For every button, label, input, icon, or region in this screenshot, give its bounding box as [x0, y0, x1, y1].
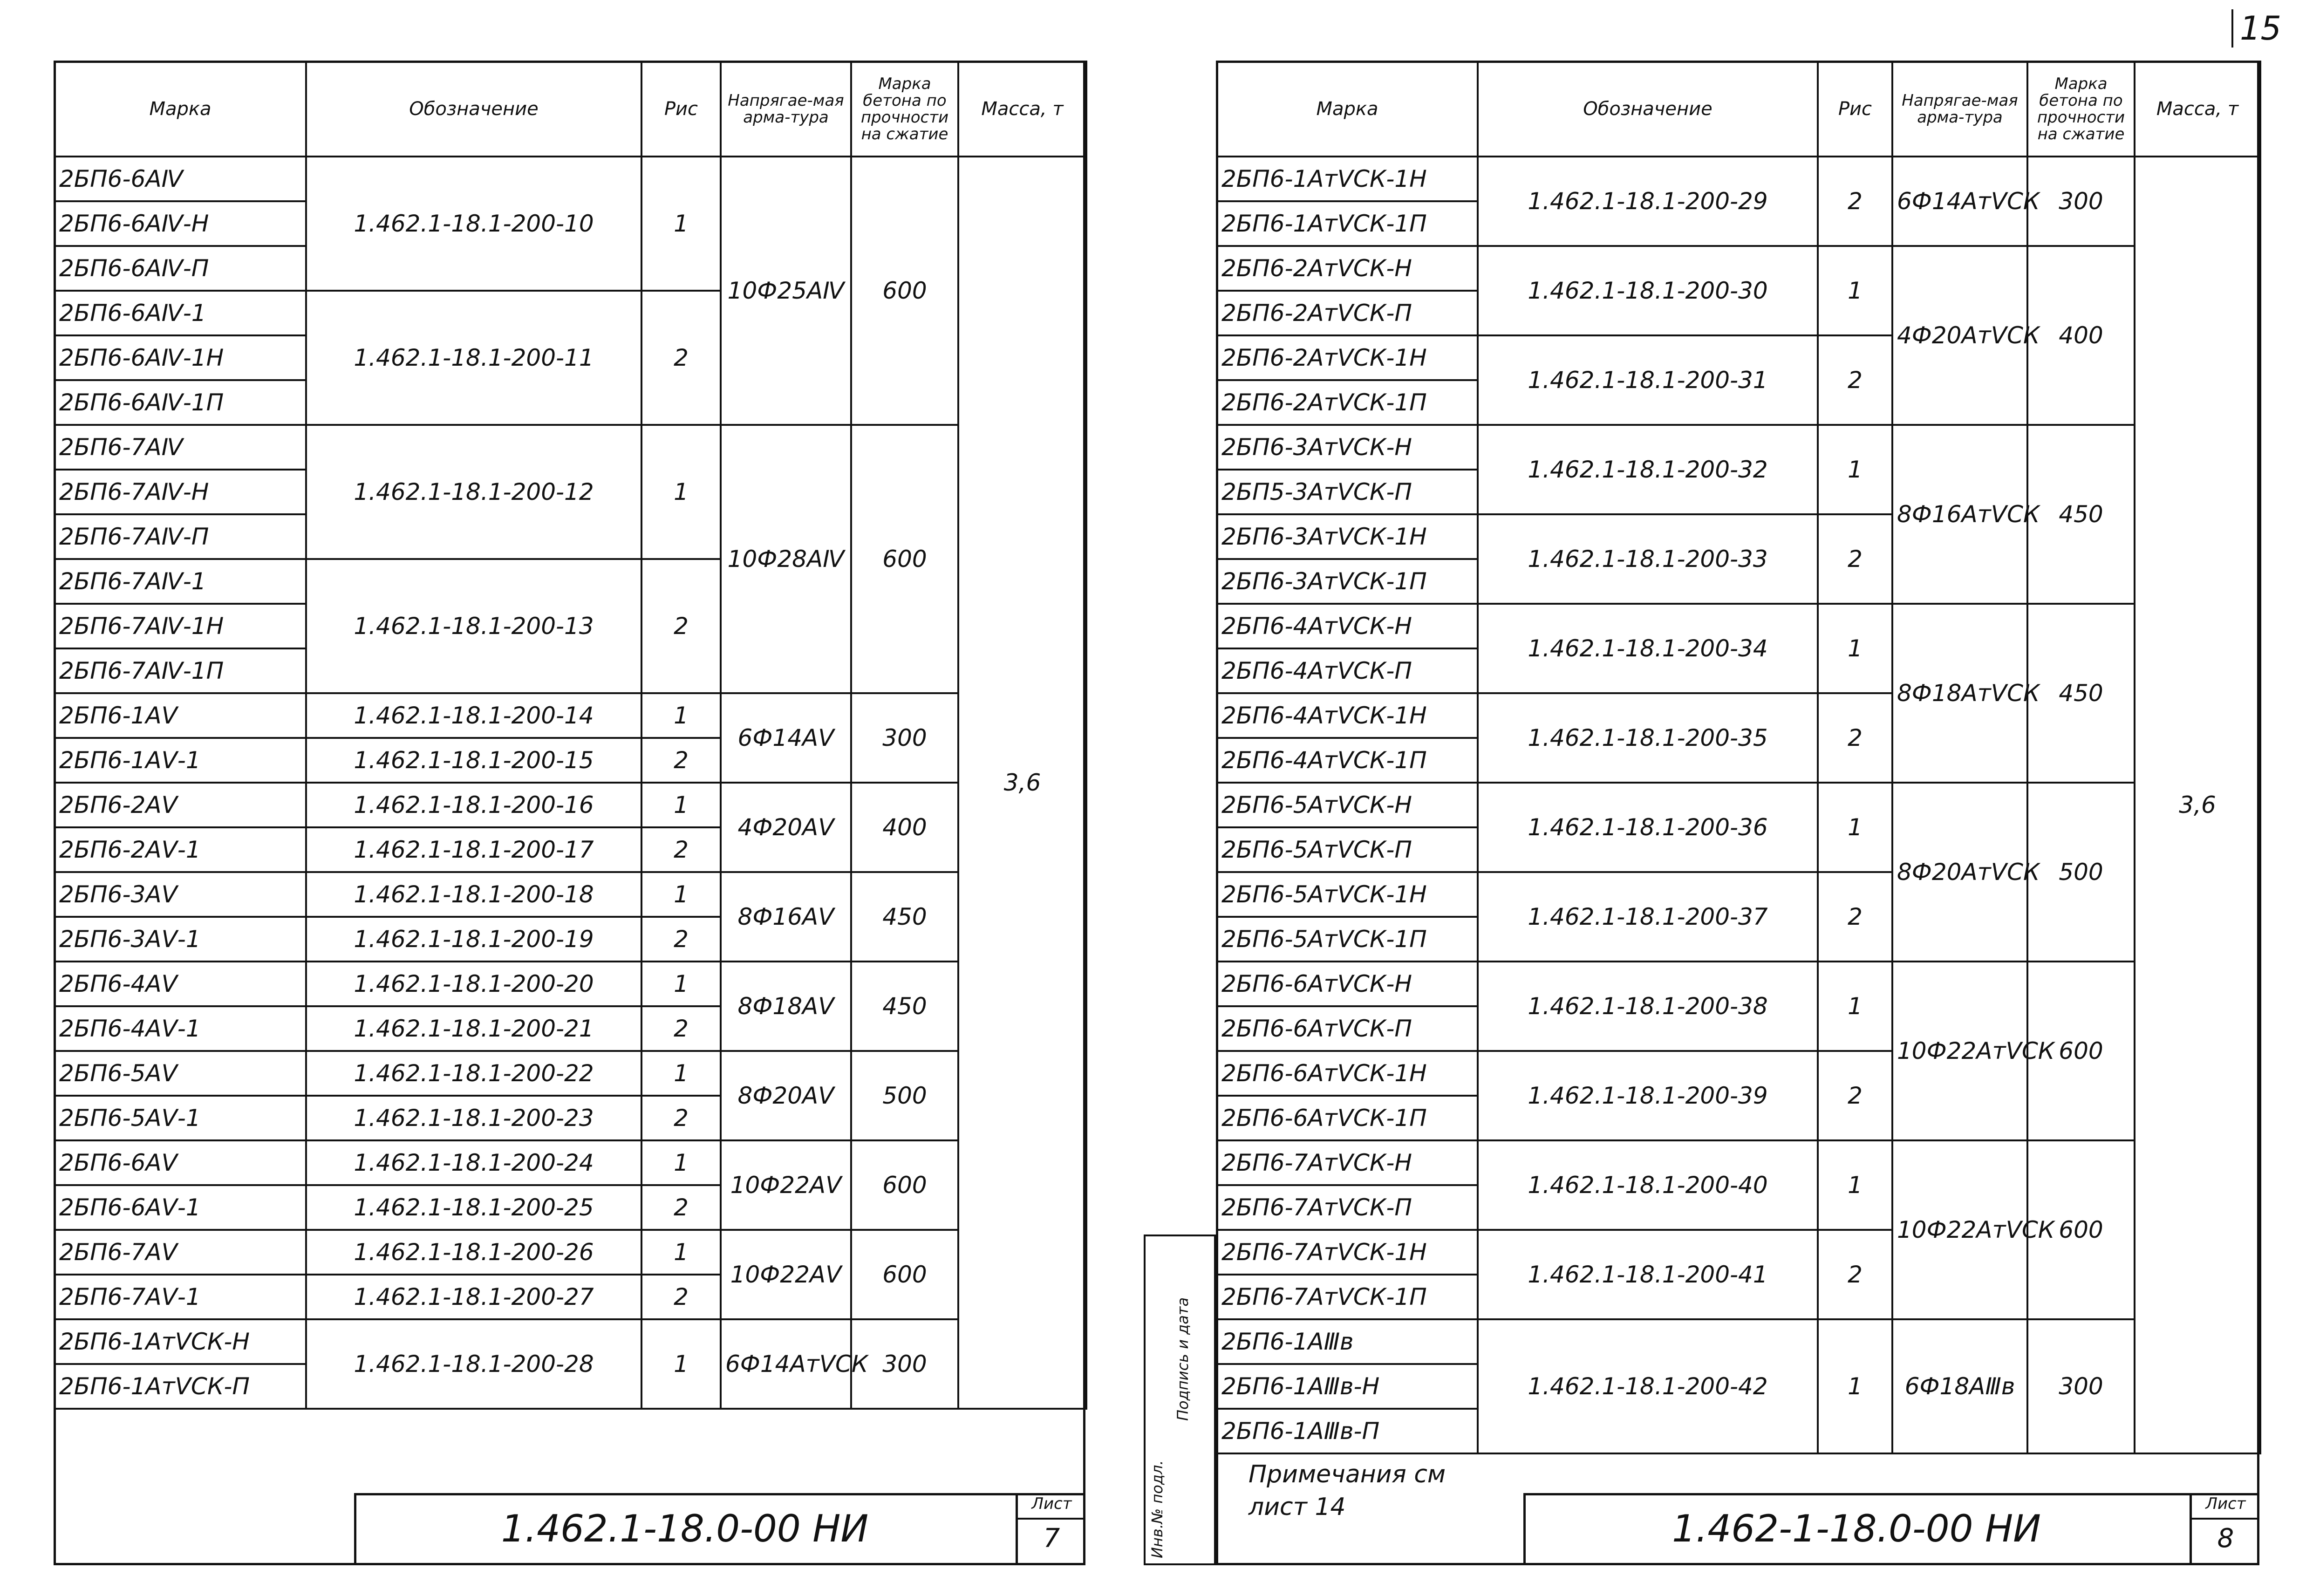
- designation-cell: 1.462.1-18.1-200-12: [306, 425, 641, 559]
- header-ric: Рис: [1818, 61, 1892, 157]
- designation-cell: 1.462.1-18.1-200-15: [306, 738, 641, 783]
- marka-cell: 2БП6-6АтⅤСК-1П: [1217, 1096, 1478, 1140]
- ric-cell: 1: [641, 157, 721, 291]
- concrete-cell: 600: [851, 1140, 958, 1230]
- header-rebar: Напрягае-мая арма-тура: [721, 61, 851, 157]
- ric-cell: 2: [1818, 157, 1892, 246]
- rebar-cell: 6Ф18АⅢв: [1892, 1319, 2027, 1453]
- marka-cell: 2БП6-1АтⅤСК-П: [55, 1364, 306, 1409]
- marka-cell: 2БП6-6АⅤ-1: [55, 1185, 306, 1230]
- marka-cell: 2БП6-5АⅤ-1: [55, 1096, 306, 1140]
- designation-cell: 1.462.1-18.1-200-28: [306, 1319, 641, 1409]
- marka-cell: 2БП6-7АтⅤСК-П: [1217, 1185, 1478, 1230]
- header-concrete: Марка бетона по прочности на сжатие: [2027, 61, 2135, 157]
- header-designation: Обозначение: [306, 61, 641, 157]
- ric-cell: 1: [641, 1051, 721, 1096]
- marka-cell: 2БП6-4АтⅤСК-1П: [1217, 738, 1478, 783]
- designation-cell: 1.462.1-18.1-200-29: [1478, 157, 1818, 246]
- rebar-cell: 8Ф20АтⅤСК: [1892, 783, 2027, 962]
- ric-cell: 2: [641, 291, 721, 425]
- table-row: [55, 872, 1086, 917]
- designation-cell: 1.462.1-18.1-200-21: [306, 1006, 641, 1051]
- ric-cell: 2: [641, 1275, 721, 1319]
- header-ric: Рис: [641, 61, 721, 157]
- ric-cell: 2: [1818, 335, 1892, 425]
- marka-cell: 2БП6-4АтⅤСК-Н: [1217, 604, 1478, 648]
- designation-cell: 1.462.1-18.1-200-22: [306, 1051, 641, 1096]
- designation-cell: 1.462.1-18.1-200-20: [306, 962, 641, 1006]
- rebar-cell: 8Ф16АⅤ: [721, 872, 851, 962]
- concrete-cell: 500: [2027, 783, 2135, 962]
- table-row: [55, 693, 1086, 738]
- marka-cell: 2БП6-1АⅢв-П: [1217, 1409, 1478, 1453]
- designation-cell: 1.462.1-18.1-200-26: [306, 1230, 641, 1275]
- marka-cell: 2БП6-6АⅣ-1: [55, 291, 306, 335]
- page-number: 15: [2231, 9, 2281, 48]
- ric-cell: 2: [1818, 872, 1892, 962]
- header-marka: Марка: [1217, 61, 1478, 157]
- concrete-cell: 300: [2027, 1319, 2135, 1453]
- designation-cell: 1.462.1-18.1-200-35: [1478, 693, 1818, 783]
- rebar-cell: 10Ф22АⅤ: [721, 1140, 851, 1230]
- ric-cell: 1: [1818, 1319, 1892, 1453]
- marka-cell: 2БП6-2АⅤ: [55, 783, 306, 827]
- designation-cell: 1.462.1-18.1-200-36: [1478, 783, 1818, 872]
- table-row: [1217, 1319, 2260, 1364]
- ric-cell: 2: [641, 559, 721, 693]
- ric-cell: 1: [641, 962, 721, 1006]
- table-row: [55, 962, 1086, 1006]
- header-mass: Масса, т: [2135, 61, 2260, 157]
- concrete-cell: 300: [2027, 157, 2135, 246]
- table-row: [55, 1230, 1086, 1275]
- side-label-sign: Подпись и дата: [1174, 1297, 1192, 1421]
- table-row: [55, 157, 1086, 201]
- note-text: [1249, 1458, 1446, 1523]
- marka-cell: 2БП6-7АⅣ-П: [55, 514, 306, 559]
- ric-cell: 1: [1818, 962, 1892, 1051]
- designation-cell: 1.462.1-18.1-200-40: [1478, 1140, 1818, 1230]
- ric-cell: 2: [1818, 1230, 1892, 1319]
- designation-cell: 1.462.1-18.1-200-18: [306, 872, 641, 917]
- marka-cell: 2БП6-2АтⅤСК-Н: [1217, 246, 1478, 291]
- header-concrete: Марка бетона по прочности на сжатие: [851, 61, 958, 157]
- marka-cell: 2БП6-1АтⅤСК-Н: [55, 1319, 306, 1364]
- ric-cell: 2: [641, 1006, 721, 1051]
- designation-cell: 1.462.1-18.1-200-32: [1478, 425, 1818, 514]
- marka-cell: 2БП6-4АтⅤСК-1Н: [1217, 693, 1478, 738]
- rebar-cell: 6Ф14АтⅤСК: [1892, 157, 2027, 246]
- table-row: [55, 783, 1086, 827]
- designation-cell: 1.462.1-18.1-200-19: [306, 917, 641, 962]
- header-marka: Марка: [55, 61, 306, 157]
- mass-cell: 3,6: [2135, 157, 2260, 1453]
- concrete-cell: 600: [851, 425, 958, 693]
- concrete-cell: 600: [851, 157, 958, 425]
- marka-cell: 2БП6-1АтⅤСК-1П: [1217, 201, 1478, 246]
- marka-cell: 2БП5-3АтⅤСК-П: [1217, 470, 1478, 514]
- marka-cell: 2БП6-2АтⅤСК-1Н: [1217, 335, 1478, 380]
- concrete-cell: 600: [2027, 1140, 2135, 1319]
- rebar-cell: 4Ф20АтⅤСК: [1892, 246, 2027, 425]
- marka-cell: 2БП6-2АтⅤСК-1П: [1217, 380, 1478, 425]
- right-list-label: Лист: [2192, 1494, 2259, 1520]
- header-rebar: Напрягае-мая арма-тура: [1892, 61, 2027, 157]
- ric-cell: 1: [1818, 783, 1892, 872]
- rebar-cell: 10Ф22АтⅤСК: [1892, 1140, 2027, 1319]
- ric-cell: 1: [1818, 425, 1892, 514]
- marka-cell: 2БП6-6АтⅤСК-1Н: [1217, 1051, 1478, 1096]
- marka-cell: 2БП6-5АⅤ: [55, 1051, 306, 1096]
- marka-cell: 2БП6-1АⅢв: [1217, 1319, 1478, 1364]
- rebar-cell: 8Ф18АтⅤСК: [1892, 604, 2027, 783]
- marka-cell: 2БП6-6АⅣ-П: [55, 246, 306, 291]
- ric-cell: 2: [641, 738, 721, 783]
- mass-cell: 3,6: [958, 157, 1086, 1409]
- right-title-code: 1.462-1-18.0-00 НИ: [1672, 1507, 2041, 1550]
- marka-cell: 2БП6-4АтⅤСК-П: [1217, 648, 1478, 693]
- marka-cell: 2БП6-2АⅤ-1: [55, 827, 306, 872]
- marka-cell: 2БП6-7АⅣ-1: [55, 559, 306, 604]
- marka-cell: 2БП6-3АтⅤСК-1Н: [1217, 514, 1478, 559]
- table-row: [1217, 425, 2260, 470]
- marka-cell: 2БП6-7АтⅤСК-1П: [1217, 1275, 1478, 1319]
- concrete-cell: 450: [851, 962, 958, 1051]
- rebar-cell: 4Ф20АⅤ: [721, 783, 851, 872]
- marka-cell: 2БП6-3АⅤ: [55, 872, 306, 917]
- table-row: [1217, 962, 2260, 1006]
- designation-cell: 1.462.1-18.1-200-37: [1478, 872, 1818, 962]
- concrete-cell: 450: [851, 872, 958, 962]
- table-row: [55, 1051, 1086, 1096]
- concrete-cell: 300: [851, 693, 958, 783]
- designation-cell: 1.462.1-18.1-200-11: [306, 291, 641, 425]
- table-row: [55, 1319, 1086, 1364]
- marka-cell: 2БП6-1АтⅤСК-1Н: [1217, 157, 1478, 201]
- marka-cell: 2БП6-3АтⅤСК-1П: [1217, 559, 1478, 604]
- marka-cell: 2БП6-7АⅣ-Н: [55, 470, 306, 514]
- rebar-cell: 8Ф16АтⅤСК: [1892, 425, 2027, 604]
- designation-cell: 1.462.1-18.1-200-14: [306, 693, 641, 738]
- marka-cell: 2БП6-4АⅤ: [55, 962, 306, 1006]
- table-row: [1217, 604, 2260, 648]
- ric-cell: 1: [641, 1230, 721, 1275]
- marka-cell: 2БП6-7АⅣ-1П: [55, 648, 306, 693]
- marka-cell: 2БП6-1АⅤ-1: [55, 738, 306, 783]
- ric-cell: 2: [641, 827, 721, 872]
- left-list-label: Лист: [1018, 1494, 1085, 1520]
- concrete-cell: 450: [2027, 425, 2135, 604]
- table-row: [1217, 783, 2260, 827]
- marka-cell: 2БП6-7АⅤ: [55, 1230, 306, 1275]
- marka-cell: 2БП6-7АтⅤСК-Н: [1217, 1140, 1478, 1185]
- marka-cell: 2БП6-6АⅣ: [55, 157, 306, 201]
- marka-cell: 2БП6-6АтⅤСК-Н: [1217, 962, 1478, 1006]
- marka-cell: 2БП6-6АⅣ-1Н: [55, 335, 306, 380]
- designation-cell: 1.462.1-18.1-200-34: [1478, 604, 1818, 693]
- marka-cell: 2БП6-5АтⅤСК-П: [1217, 827, 1478, 872]
- left-spec-table: [54, 61, 1087, 1410]
- designation-cell: 1.462.1-18.1-200-41: [1478, 1230, 1818, 1319]
- rebar-cell: 6Ф14АⅤ: [721, 693, 851, 783]
- marka-cell: 2БП6-6АⅣ-1П: [55, 380, 306, 425]
- concrete-cell: 500: [851, 1051, 958, 1140]
- ric-cell: 1: [641, 693, 721, 738]
- ric-cell: 1: [641, 1140, 721, 1185]
- ric-cell: 2: [641, 1185, 721, 1230]
- concrete-cell: 450: [2027, 604, 2135, 783]
- table-row: [55, 425, 1086, 470]
- marka-cell: 2БП6-3АⅤ-1: [55, 917, 306, 962]
- left-list-number: 7: [1043, 1523, 1060, 1554]
- concrete-cell: 300: [851, 1319, 958, 1409]
- marka-cell: 2БП6-5АтⅤСК-1Н: [1217, 872, 1478, 917]
- ric-cell: 1: [1818, 604, 1892, 693]
- table-row: [1217, 246, 2260, 291]
- left-title-code: 1.462.1-18.0-00 НИ: [501, 1507, 869, 1550]
- ric-cell: 1: [1818, 1140, 1892, 1230]
- designation-cell: 1.462.1-18.1-200-27: [306, 1275, 641, 1319]
- designation-cell: 1.462.1-18.1-200-23: [306, 1096, 641, 1140]
- marka-cell: 2БП6-1АⅤ: [55, 693, 306, 738]
- designation-cell: 1.462.1-18.1-200-42: [1478, 1319, 1818, 1453]
- side-label-inv: Инв.№ подл.: [1148, 1460, 1166, 1558]
- marka-cell: 2БП6-7АⅣ-1Н: [55, 604, 306, 648]
- rebar-cell: 10Ф22АⅤ: [721, 1230, 851, 1319]
- rebar-cell: 10Ф28АⅣ: [721, 425, 851, 693]
- designation-cell: 1.462.1-18.1-200-30: [1478, 246, 1818, 335]
- designation-cell: 1.462.1-18.1-200-33: [1478, 514, 1818, 604]
- marka-cell: 2БП6-6АⅣ-Н: [55, 201, 306, 246]
- rebar-cell: 10Ф25АⅣ: [721, 157, 851, 425]
- marka-cell: 2БП6-3АтⅤСК-Н: [1217, 425, 1478, 470]
- table-row: [55, 1140, 1086, 1185]
- designation-cell: 1.462.1-18.1-200-25: [306, 1185, 641, 1230]
- ric-cell: 2: [1818, 1051, 1892, 1140]
- marka-cell: 2БП6-7АⅤ-1: [55, 1275, 306, 1319]
- ric-cell: 1: [641, 872, 721, 917]
- designation-cell: 1.462.1-18.1-200-24: [306, 1140, 641, 1185]
- ric-cell: 2: [641, 917, 721, 962]
- marka-cell: 2БП6-6АⅤ: [55, 1140, 306, 1185]
- marka-cell: 2БП6-5АтⅤСК-Н: [1217, 783, 1478, 827]
- designation-cell: 1.462.1-18.1-200-39: [1478, 1051, 1818, 1140]
- concrete-cell: 400: [851, 783, 958, 872]
- note-line-2: лист 14: [1249, 1493, 1346, 1521]
- header-mass: Масса, т: [958, 61, 1086, 157]
- rebar-cell: 6Ф14АтⅤСК: [721, 1319, 851, 1409]
- marka-cell: 2БП6-7АⅣ: [55, 425, 306, 470]
- ric-cell: 2: [641, 1096, 721, 1140]
- concrete-cell: 400: [2027, 246, 2135, 425]
- designation-cell: 1.462.1-18.1-200-17: [306, 827, 641, 872]
- ric-cell: 2: [1818, 693, 1892, 783]
- table-row: [1217, 1140, 2260, 1185]
- ric-cell: 1: [641, 1319, 721, 1409]
- marka-cell: 2БП6-6АтⅤСК-П: [1217, 1006, 1478, 1051]
- concrete-cell: 600: [851, 1230, 958, 1319]
- ric-cell: 1: [641, 783, 721, 827]
- note-line-1: Примечания см: [1249, 1460, 1446, 1488]
- rebar-cell: 8Ф20АⅤ: [721, 1051, 851, 1140]
- marka-cell: 2БП6-4АⅤ-1: [55, 1006, 306, 1051]
- designation-cell: 1.462.1-18.1-200-38: [1478, 962, 1818, 1051]
- concrete-cell: 600: [2027, 962, 2135, 1140]
- header-designation: Обозначение: [1478, 61, 1818, 157]
- designation-cell: 1.462.1-18.1-200-10: [306, 157, 641, 291]
- ric-cell: 2: [1818, 514, 1892, 604]
- designation-cell: 1.462.1-18.1-200-16: [306, 783, 641, 827]
- table-row: [1217, 157, 2260, 201]
- marka-cell: 2БП6-5АтⅤСК-1П: [1217, 917, 1478, 962]
- right-spec-table: [1216, 61, 2261, 1454]
- designation-cell: 1.462.1-18.1-200-31: [1478, 335, 1818, 425]
- rebar-cell: 10Ф22АтⅤСК: [1892, 962, 2027, 1140]
- ric-cell: 1: [1818, 246, 1892, 335]
- marka-cell: 2БП6-1АⅢв-Н: [1217, 1364, 1478, 1409]
- designation-cell: 1.462.1-18.1-200-13: [306, 559, 641, 693]
- marka-cell: 2БП6-7АтⅤСК-1Н: [1217, 1230, 1478, 1275]
- marka-cell: 2БП6-2АтⅤСК-П: [1217, 291, 1478, 335]
- right-list-number: 8: [2217, 1523, 2234, 1554]
- rebar-cell: 8Ф18АⅤ: [721, 962, 851, 1051]
- ric-cell: 1: [641, 425, 721, 559]
